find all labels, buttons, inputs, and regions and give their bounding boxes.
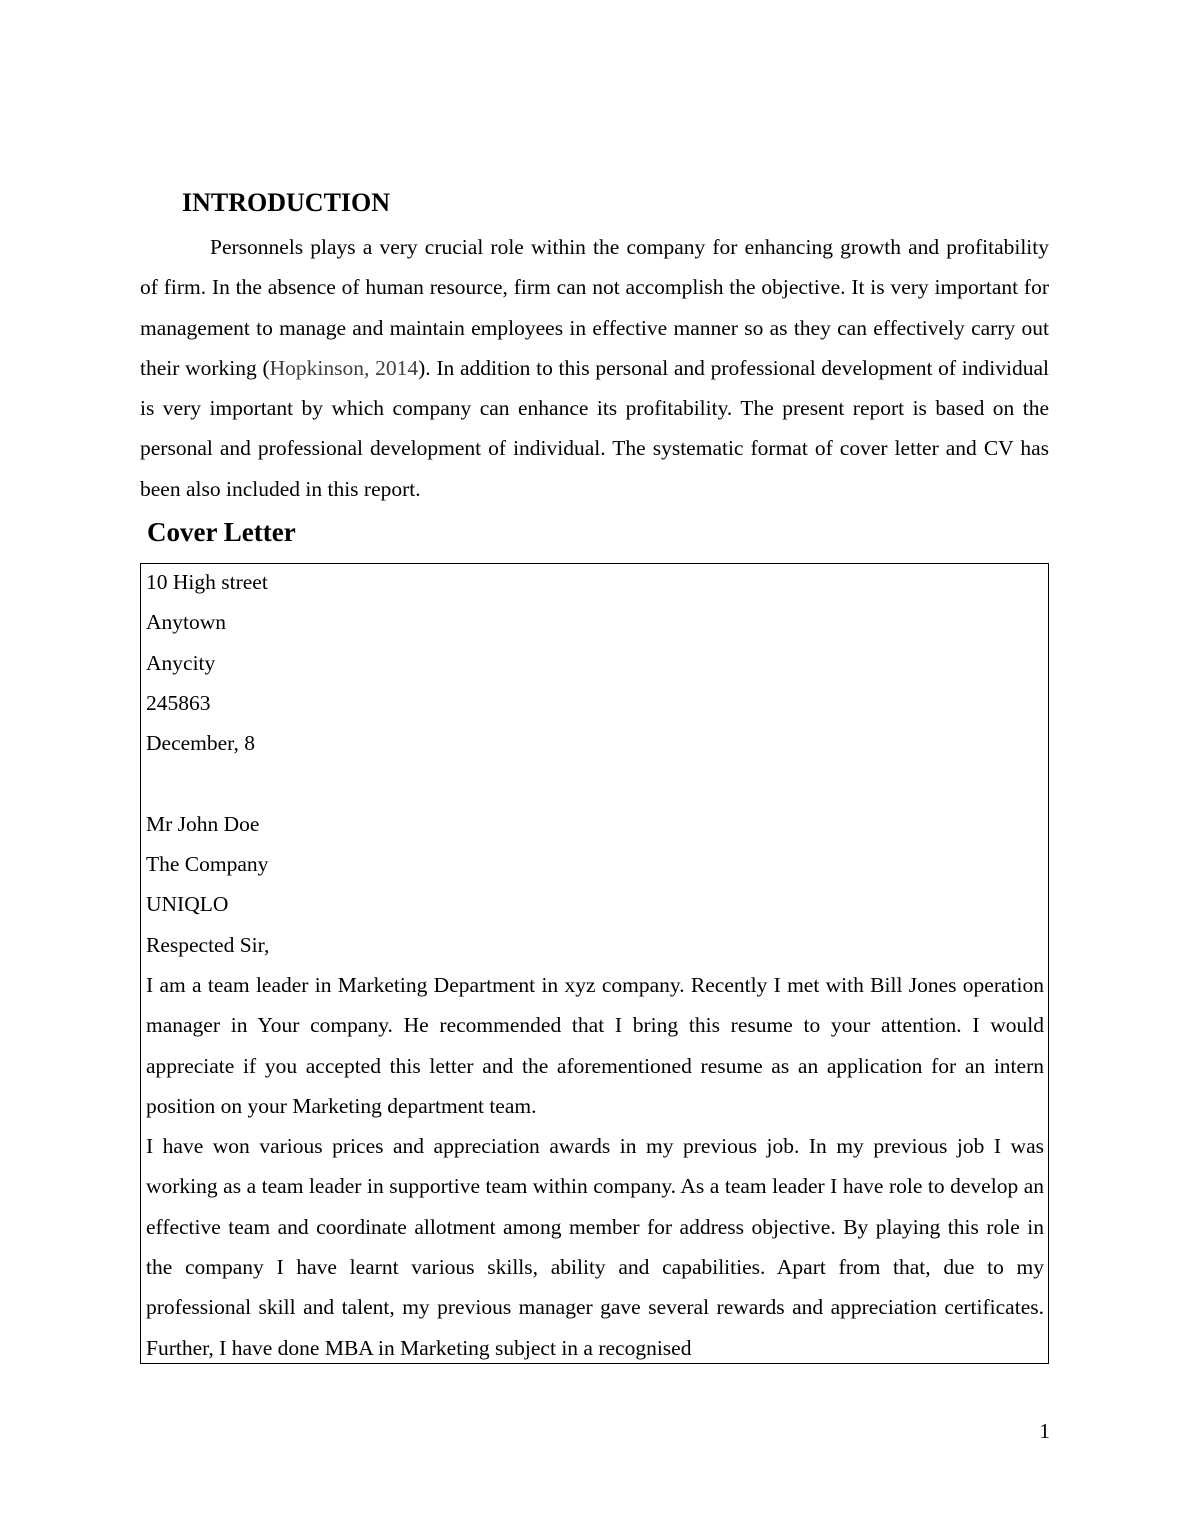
sender-city: Anycity (146, 650, 216, 675)
cover-letter-heading: Cover Letter (147, 517, 296, 547)
cover-letter-content (146, 563, 1044, 1364)
recipient-company: The Company (146, 852, 269, 877)
introduction-text-part-2: ). In addition to this personal and professional development of individual is very important by which company can enhance its profitability. The present report is based on the personal and professional development of individual. The systematic format of cover letter and CV has been also included in this report. (140, 355, 1049, 501)
salutation: Respected Sir, (146, 932, 270, 957)
citation: Hopkinson, 2014 (269, 355, 419, 380)
letter-paragraph-1: I am a team leader in Marketing Department in xyz company. Recently I met with Bill Jones operation manager in Your company. He recommended that I bring this resume to your attention. I would appreciate if you accepted this letter and the aforementioned resume as an application for an intern position on your Marketing department team. (146, 972, 1044, 1118)
sender-town: Anytown (146, 610, 227, 635)
introduction-text-part-1: Personnels plays a very crucial role within the company for enhancing growth and profitability of firm. In the absence of human resource, firm can not accomplish the objective. It is very important for management to manage and maintain employees in effective manner so as they can effectively carry out their working ( (140, 235, 1049, 380)
cover-letter-box (140, 563, 1049, 1364)
introduction-heading: INTRODUCTION (182, 188, 391, 217)
recipient-organisation: UNIQLO (146, 892, 229, 917)
letter-date: December, 8 (146, 731, 255, 756)
blank-line (146, 763, 1044, 803)
page-number: 1 (1039, 1419, 1050, 1443)
introduction-paragraph (140, 227, 1049, 509)
letter-paragraph-2: I have won various prices and appreciation awards in my previous job. In my previous job I was working as a team leader in supportive team within company. As a team leader I have role to develop an effective team and coordinate allotment among member for address objective. By playing this role in the company I have learnt various skills, ability and capabilities. Apart from that, due to my professional skill and talent, my previous manager gave several rewards and appreciation certificates. Further, I have done MBA in Marketing subject in a recognised (146, 1134, 1044, 1360)
recipient-name: Mr John Doe (146, 811, 260, 836)
sender-postcode: 245863 (146, 690, 211, 715)
sender-street: 10 High street (146, 570, 268, 594)
